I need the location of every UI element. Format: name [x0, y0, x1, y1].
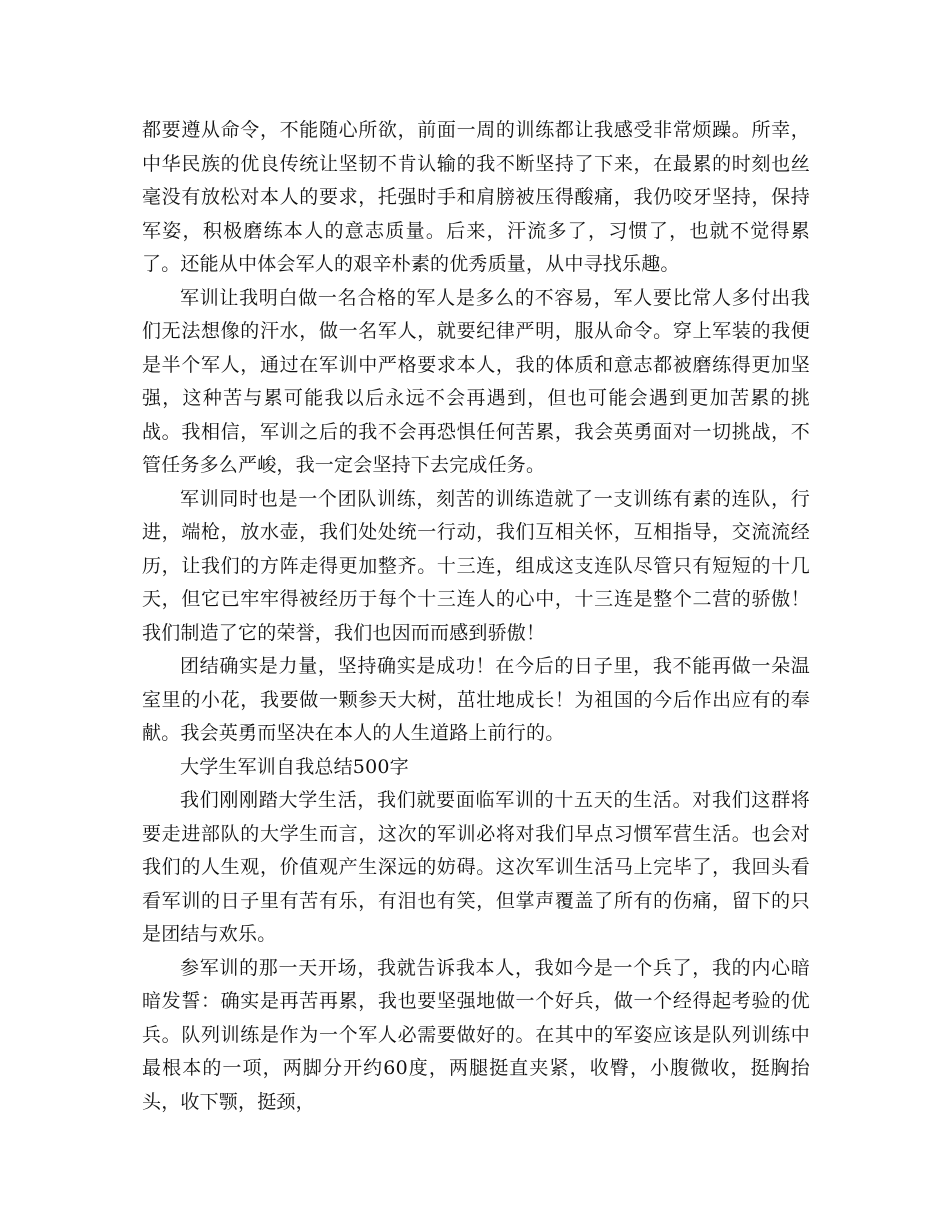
document-body — [142, 114, 810, 1119]
paragraph-2: 军训让我明白做一名合格的军人是多么的不容易，军人要比常人多付出我们无法想像的汗水，做一名军人，就要纪律严明，服从命令。穿上军装的我便是半个军人，通过在军训中严格要求本人，我的体质和意志都被磨练得更加坚强，这种苦与累可能我以后永远不会再遇到，但也可能会遇到更加苦累的挑战。我相信，军训之后的我不会再恐惧任何苦累，我会英勇面对一切挑战，不管任务多么严峻，我一定会坚持下去完成任务。 — [142, 286, 810, 476]
paragraph-6: 参军训的那一天开场，我就告诉我本人，我如今是一个兵了，我的内心暗暗发誓：确实是再苦再累，我也要坚强地做一个好兵，做一个经得起考验的优兵。队列训练是作为一个军人必需要做好的。在其中的军姿应该是队列训练中最根本的一项，两脚分开约60度，两腿挺直夹紧，收臀，小腹微收，挺胸抬头，收下颚，挺颈， — [142, 956, 810, 1113]
paragraph-1: 都要遵从命令，不能随心所欲，前面一周的训练都让我感受非常烦躁。所幸，中华民族的优良传统让坚韧不肯认输的我不断坚持了下来，在最累的时刻也丝毫没有放松对本人的要求，托强时手和肩膀被压得酸痛，我仍咬牙坚持，保持军姿，积极磨练本人的意志质量。后来，汗流多了，习惯了，也就不觉得累了。还能从中体会军人的艰辛朴素的优秀质量，从中寻找乐趣。 — [142, 119, 810, 275]
paragraph-5: 我们刚刚踏大学生活，我们就要面临军训的十五天的生活。对我们这群将要走进部队的大学生而言，这次的军训必将对我们早点习惯军营生活。也会对我们的人生观，价值观产生深远的妨碍。这次军训生活马上完毕了，我回头看看军训的日子里有苦有乐，有泪也有笑，但掌声覆盖了所有的伤痛，留下的只是团结与欢乐。 — [142, 789, 810, 945]
paragraph-4: 团结确实是力量，坚持确实是成功！在今后的日子里，我不能再做一朵温室里的小花，我要做一颗参天大树，茁壮地成长！为祖国的今后作出应有的奉献。我会英勇而坚决在本人的人生道路上前行的。 — [142, 655, 810, 744]
section-heading: 大学生军训自我总结500字 — [180, 755, 409, 778]
paragraph-3: 军训同时也是一个团队训练，刻苦的训练造就了一支训练有素的连队，行进，端枪，放水壶，我们处处统一行动，我们互相关怀，互相指导，交流流经历，让我们的方阵走得更加整齐。十三连，组成这支连队尽管只有短短的十几天，但它已牢牢得被经历于每个十三连人的心中，十三连是整个二营的骄傲！我们制造了它的荣誉，我们也因而而感到骄傲！ — [142, 487, 810, 644]
